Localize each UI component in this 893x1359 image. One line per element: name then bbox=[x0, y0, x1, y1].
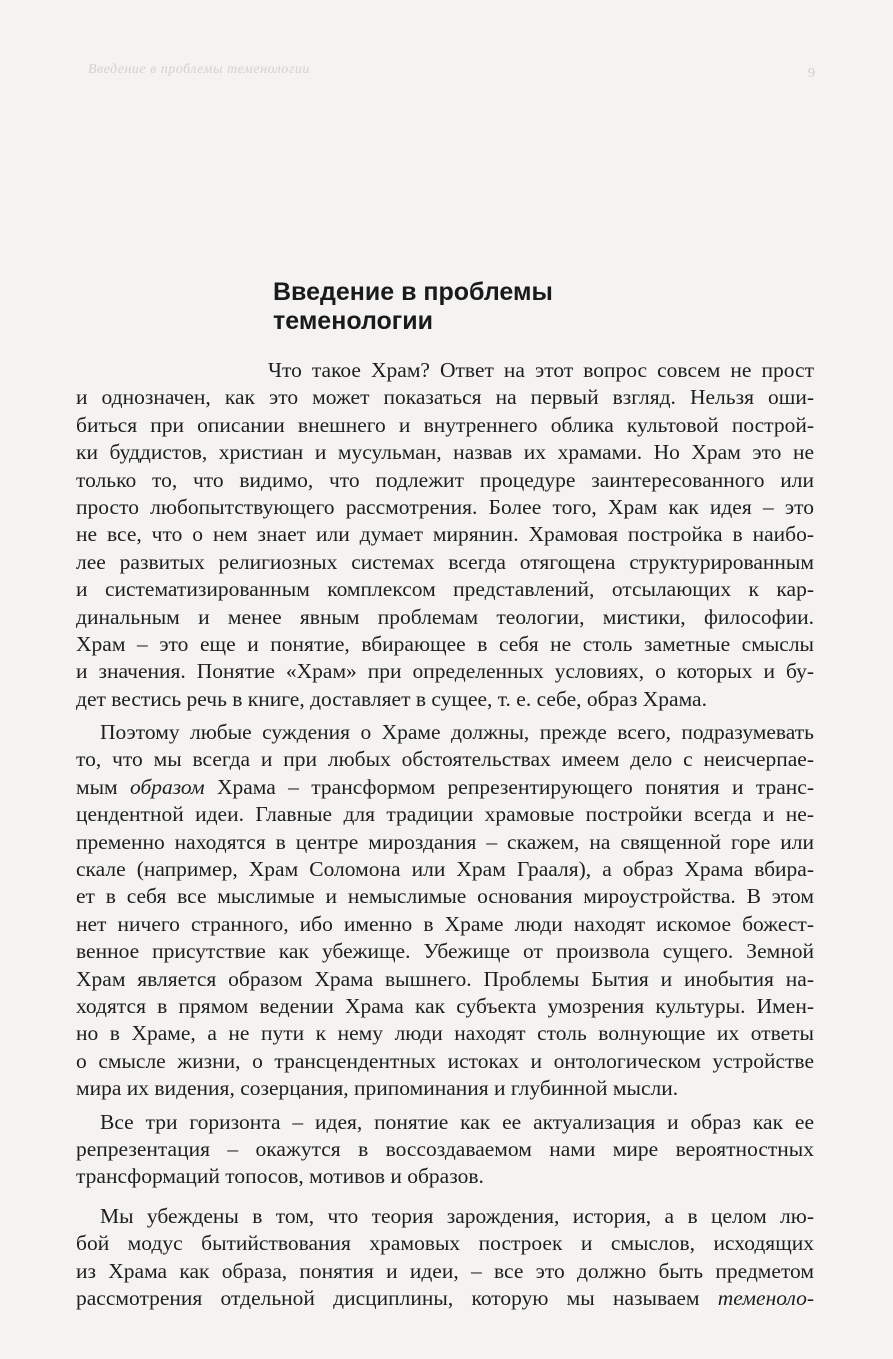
emphasis-temenolo: теменоло- bbox=[717, 1285, 814, 1310]
chapter-title-line-1: Введение в проблемы bbox=[273, 278, 553, 306]
text-line: ходятся в прямом ведении Храма как субъекта умозрения культуры. Имен- bbox=[76, 993, 814, 1018]
text-line: из Храма как образа, понятия и идеи, – все это должно быть предметом bbox=[76, 1258, 814, 1283]
paragraph-2 bbox=[76, 719, 814, 1102]
running-header: Введение в проблемы теменологии bbox=[88, 62, 310, 77]
chapter-title bbox=[273, 278, 633, 336]
text-fragment: мым bbox=[76, 774, 131, 799]
text-line: и однозначен, как это может показаться на первый взгляд. Нельзя оши- bbox=[76, 385, 814, 410]
text-line: биться при описании внешнего и внутреннего облика культовой построй- bbox=[76, 412, 814, 437]
text-line: дет вестись речь в книге, доставляет в сущее, т. е. себе, образ Храма. bbox=[76, 686, 707, 711]
emphasis-obrazom: образом bbox=[130, 774, 205, 799]
text-line: ки буддистов, христиан и мусульман, назвав их храмами. Но Храм это не bbox=[76, 440, 814, 465]
text-line: лее развитых религиозных системах всегда отягощена структурированным bbox=[76, 549, 814, 574]
text-line: только то, что видимо, что подлежит процедуре заинтересованного или bbox=[76, 467, 814, 492]
text-line: ет в себя все мыслимые и немыслимые основания мироустройства. В этом bbox=[76, 884, 814, 909]
text-line-with-emphasis bbox=[76, 1285, 814, 1312]
text-line: то, что мы всегда и при любых обстоятельствах имеем дело с неисчерпае- bbox=[76, 747, 814, 772]
text-line: пременно находятся в центре мироздания – скажем, на священной горе или bbox=[76, 829, 814, 854]
text-line: просто любопытствующего рассмотрения. Более того, Храм как идея – это bbox=[76, 494, 814, 519]
text-fragment: Храма – трансформом репрезентирующего понятия и транс- bbox=[204, 774, 814, 799]
text-line: репрезентация – окажутся в воссоздаваемом нами мире вероятностных bbox=[76, 1136, 814, 1161]
text-line: скале (например, Храм Соломона или Храм Грааля), а образ Храма вбира- bbox=[76, 857, 814, 882]
text-line: цендентной идеи. Главные для традиции храмовые постройки всегда и не- bbox=[76, 802, 814, 827]
text-line: Храм – это еще и понятие, вбирающее в себя не столь заметные смыслы bbox=[76, 631, 814, 656]
text-line: и значения. Понятие «Храм» при определенных условиях, о которых и бу- bbox=[76, 659, 814, 684]
text-line: динальным и менее явным проблемам теологии, мистики, философии. bbox=[76, 604, 814, 629]
text-line: Храм является образом Храма вышнего. Проблемы Бытия и инобытия на- bbox=[76, 966, 814, 991]
text-line: и систематизированным комплексом представлений, отсылающих к кар- bbox=[76, 577, 814, 602]
paragraph-1 bbox=[76, 357, 814, 713]
page-number: 9 bbox=[808, 66, 815, 81]
text-line: венное присутствие как убежище. Убежище от произвола сущего. Земной bbox=[76, 939, 814, 964]
text-line: Поэтому любые суждения о Храме должны, прежде всего, подразумевать bbox=[100, 720, 814, 745]
text-line: нет ничего странного, ибо именно в Храме люди находят искомое божест- bbox=[76, 911, 814, 936]
text-fragment: рассмотрения отдельной дисциплины, которую мы называем bbox=[76, 1285, 718, 1310]
text-line: бой модус бытийствования храмовых построек и смыслов, исходящих bbox=[76, 1231, 814, 1256]
paragraph-3 bbox=[76, 1109, 814, 1191]
text-line-with-emphasis bbox=[76, 774, 814, 801]
text-line: о смысле жизни, о трансцендентных истоках и онтологическом устройстве bbox=[76, 1048, 814, 1073]
text-line: Что такое Храм? Ответ на этот вопрос совсем не прост bbox=[268, 358, 814, 382]
text-line: но в Храме, а не пути к нему люди находят столь волнующие их ответы bbox=[76, 1021, 814, 1046]
text-line: Мы убеждены в том, что теория зарождения, история, а в целом лю- bbox=[100, 1203, 814, 1228]
chapter-title-line-2: теменологии bbox=[273, 307, 433, 335]
text-line: Все три горизонта – идея, понятие как ее актуализация и образ как ее bbox=[100, 1109, 814, 1134]
text-line: не все, что о нем знает или думает мирянин. Храмовая постройка в наибо- bbox=[76, 522, 814, 547]
paragraph-4 bbox=[76, 1203, 814, 1313]
text-line: мира их видения, созерцания, припоминания и глубинной мысли. bbox=[76, 1076, 679, 1101]
text-line: трансформаций топосов, мотивов и образов. bbox=[76, 1164, 484, 1189]
body-text bbox=[76, 357, 814, 1312]
